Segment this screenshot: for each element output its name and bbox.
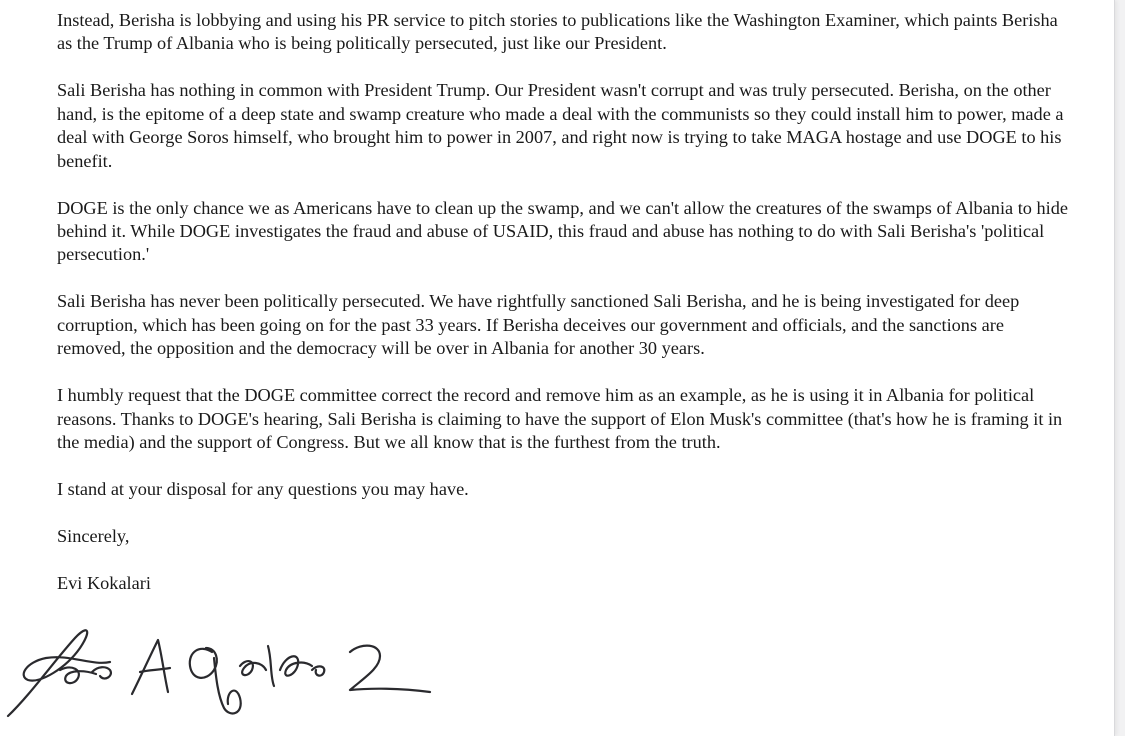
paragraph-request: I humbly request that the DOGE committee correct the record and remove him as an example, as he is using it in Albania for political reasons. Thanks to DOGE's hearing, Sali Berisha is claiming to have the support of Elon Musk's committee (that's how he is framing it in the media) and the support of Congress. But we all know that is the furthest from the truth. [57,385,1063,453]
paragraph-lobbying: Instead, Berisha is lobbying and using his PR service to pitch stories to publications like the Washington Examiner, which paints Berisha as the Trump of Albania who is being politically persecuted, just like our President. [57,10,1058,54]
paragraph-comparison: Sali Berisha has nothing in common with President Trump. Our President wasn't corrupt and was truly persecuted. Berisha, on the other hand, is the epitome of a deep state and swamp creature who made a deal with the communists so they could install him to power, made a deal with George Soros himself, who brought him to power in 2007, and right now is trying to take MAGA hostage and use DOGE to his benefit. [57,80,1064,171]
paragraph-disposal: I stand at your disposal for any questions you may have. [57,479,469,500]
closing-salutation: Sincerely, [57,526,130,547]
handwritten-signature-icon [0,600,450,736]
letter-body [57,9,1077,619]
signer-name: Evi Kokalari [57,573,151,594]
paragraph-sanctions: Sali Berisha has never been politically persecuted. We have rightfully sanctioned Sali Berisha, and he is being investigated for deep corruption, which has been going on for the past 33 years. If Berisha deceives our government and officials, and the sanctions are removed, the opposition and the democracy will be over in Albania for another 30 years. [57,291,1020,359]
paragraph-doge-swamp: DOGE is the only chance we as Americans have to clean up the swamp, and we can't allow the creatures of the swamps of Albania to hide behind it. While DOGE investigates the fraud and abuse of USAID, this fraud and abuse has nothing to do with Sali Berisha's 'political persecution.' [57,197,1068,265]
